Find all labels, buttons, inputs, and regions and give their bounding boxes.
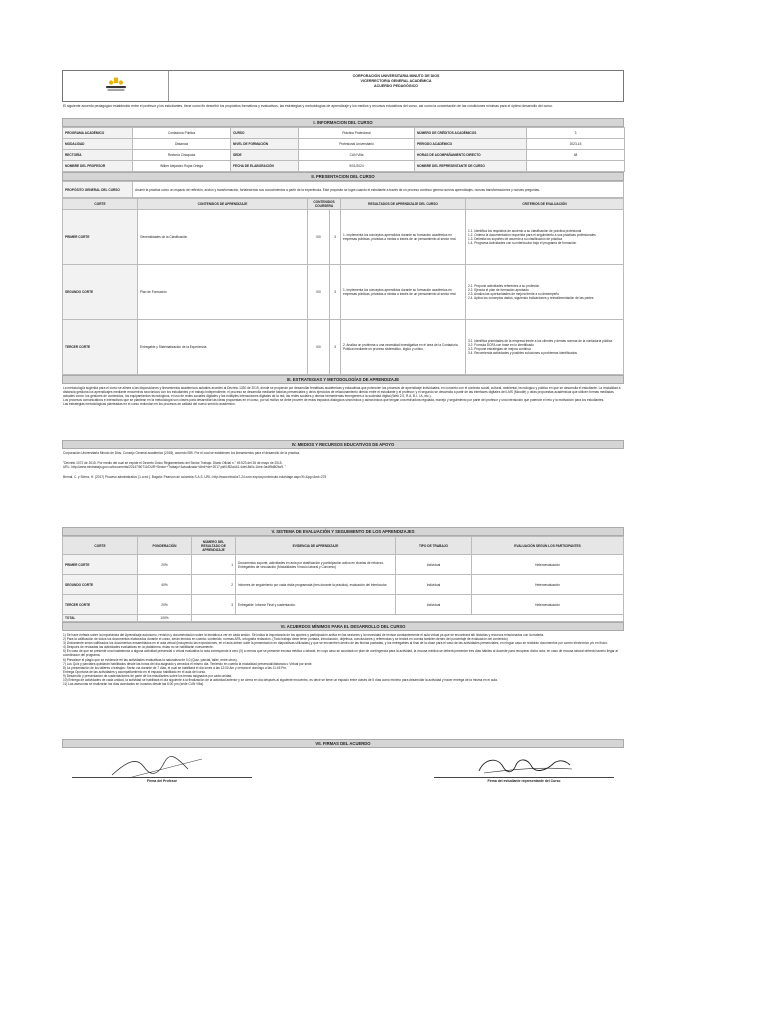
eval-evidence: Entregable: Informe Final y sustentación.	[236, 595, 396, 615]
modality-label: MODALIDAD	[63, 139, 133, 150]
resource-item: Bernal, C. y Sierra, H. (2017) Proceso administrativo (1.a ed.). Bogotá: Pearson de colombia S.A.S. URL: http://www.ebooks7-24.com.ezproxy.uniminuto.edu/stage.aspx?il=&pg=&ed=275	[63, 475, 327, 480]
eval-result-number: 3	[192, 595, 236, 615]
corte-weeks: 0/0	[308, 265, 330, 320]
section-resources-title: IV. MEDIOS Y RECURSOS EDUCATIVOS DE APOYO	[62, 440, 624, 449]
corte-name: SEGUNDO CORTE	[63, 265, 138, 320]
corte-criteria: 2.1. Propone actividades referentes a su profesión 2.2. Ejecuta el plan de formación aprobado 2.3. Analiza las oportunidades de mejora frente a su desempeño 2.4. Aplica los conceptos dados, siguiendo indicaciones y retroalimentación de las partes	[466, 265, 624, 320]
hours-label: HORAS DE ACOMPAÑAMIENTO DIRECTO	[415, 150, 527, 161]
col-corte: CORTE	[63, 199, 138, 210]
period-label: PERIODO ACADÉMICO	[415, 139, 527, 150]
corte-row	[63, 210, 624, 265]
representative-signature-block	[424, 748, 624, 788]
section-evaluation-title: V. SISTEMA DE EVALUACIÓN Y SEGUIMIENTO DE LOS APRENDIZAJES	[62, 527, 624, 536]
professor-label: NOMBRE DEL PROFESOR	[63, 161, 133, 172]
rectory-label: RECTORÍA	[63, 150, 133, 161]
eval-corte: TERCER CORTE	[63, 595, 138, 615]
agreement-document	[62, 70, 624, 788]
agreement-item: Entrega Oportuna de las actividades y acompañamiento en el espacio habilitado en el aula del curso.	[63, 669, 206, 674]
eval-work-type: Individual	[396, 595, 472, 615]
professor-signature-label: Firma del Profesor	[147, 779, 177, 783]
total-label: TOTAL	[63, 615, 138, 622]
campus-value: CUN Villa	[299, 150, 415, 161]
corte-result-number: 3	[330, 210, 341, 265]
col-results: RESULTADOS DE APRENDIZAJE DEL CURSO	[341, 199, 466, 210]
intro-paragraph: El siguiente acuerdo pedagógico establecido entre el profesor y los estudiantes, tiene como fin describir los propósitos formativos y evaluativos, las estrategias y metodologías de aprendizaje y los medios y recursos educativos del curso, así como la concertación de las condiciones mínimas para el óptimo desarrollo del curso.	[63, 104, 553, 108]
eval-weight: 40%	[138, 575, 192, 595]
program-value: Contaduría Pública	[133, 128, 231, 139]
professor-signature-image	[92, 753, 232, 779]
agreement-item: 3) Únicamente serán calificados los documentos ensamblados en el aula virtual (incluyendo las exposiciones, en el aula deben subir la presentación en diapositivas utilizadas) y que se encuentren dentro de las fechas pactadas, y los entregables al final de la clase para el caso de las actividades presenciales, en ningún caso se recibirán documentos por correo electrónico y/o en físico.	[63, 641, 608, 646]
course-info-table	[62, 127, 625, 172]
professor-signature-line	[72, 777, 252, 778]
resource-item: "Decreto 1072 de 2015. Por medio del cual se expide el Decreto Único Reglamentario del Sector Trabajo. Diario Oficial n.° 49.523 del 26 de mayo de 2015. URL: http://www.mintrabajo.gov.co/documents/20147/50711/DUR+Sector+Trabajo+Actualizado+Abril+de+2017.pdf/1f52a441-4def-8d0c-1bee-0a4f9d8f2bc9. "	[63, 461, 286, 470]
corte-weeks: 0/0	[308, 210, 330, 265]
agreement-item: 7) Los Quiz y parciales quedarán habilitados desde las horas del día asignado y cerrados el mismo día. Teniendo en cuenta la modalidad presencial/distancia o Virtual por sede.	[63, 661, 313, 666]
eval-col-result-number: NÚMERO DEL RESULTADO DE APRENDIZAJE	[192, 537, 236, 555]
col-criteria: CRITERIOS DE EVALUACIÓN	[466, 199, 624, 210]
representative-signature-label: Firma del estudiante representante del Curso	[487, 779, 561, 783]
eval-col-participants: EVALUACIÓN SEGÚN LOS PARTICIPANTES	[472, 537, 624, 555]
professor-value: Wilber Alejandro Rojas Ortega	[133, 161, 231, 172]
section-strategies-title: III. ESTRATEGIAS Y METODOLOGÍAS DE APRENDIZAJE	[62, 375, 624, 384]
document-title: ACUERDO PEDAGÓGICO	[374, 84, 418, 88]
agreement-item: 9) Desarrollo y presentación de sustentaciones de parte de los estudiantes sobre los temas asignados por cada unidad.	[63, 673, 233, 678]
eval-col-corte: CORTE	[63, 537, 138, 555]
corte-row	[63, 320, 624, 375]
eval-corte: PRIMER CORTE	[63, 555, 138, 575]
corte-row	[63, 265, 624, 320]
corte-weeks: 0/0	[308, 320, 330, 375]
strategies-text: La metodología sugerida para el curso se alinea a las disposiciones y lineamientos académicos actuales acordes al Decreto 1330 de 2019, donde se propende por desarrollar temáticas académicas y educativas que potencien los procesos de aprendizaje individuales, en concreto con el contexto social, cultural, ambiental, tecnológico y político en que se desarrolla el estudiante. La modalidad a distancia gestiona los aprendizajes mediante encuentros sincrónicos con los estudiantes y el trabajo independiente, el proceso se desarrolla mediante tutorías presenciales y otros ejercicios de relacionamiento directo entre el estudiante y el profesor; y el segundo se desarrolla a partir de las interfaces digitales del LMS (Moodle) y otras propuestas académicas que utilicen formas mediadas actuales como: los gestores de contenidos, los equipamientos tecnológicos, el uso de redes sociales digitales y las múltiples interacciones digitales de la red; las redes sociales y demás herramientas emergentes a la sociedad digital (Web 2.0, R.A, B.I, I.A, etc.). Los procesos comunicativos e interactivos que se plantean en la metodología son claves para desarrollar las ideas propuestas en el curso, por tal motivo se debe proveer de estos espacios dialógicos sincrónicos y asincrónicos que tengan una estructura regulada, manejo y seguimiento por parte del profesor y una interacción que potencie el reto y la motivación para los estudiantes. Las estrategias metodológicas planteadas en el curso redundan en los procesos de calidad del nuevo servicio académico.	[63, 386, 621, 407]
header-titles	[169, 71, 623, 101]
eval-work-type: Individual	[396, 555, 472, 575]
col-contents: CONTENIDOS DE APRENDIZAJE	[138, 199, 308, 210]
resources-list	[62, 449, 624, 527]
agreement-item: 4) Después de revisadas las actividades evaluativas en la plataforma, éstas no se habilitarán nuevamente.	[63, 645, 214, 650]
corte-content: Generalidades de la Clasificación	[138, 210, 308, 265]
agreement-item: 8) La presentación de los talleres o trabajos: Serán vía durante de 7 días, el cual se habilitará el día lunes a las 12:00 Am y cerrará el domingo a las 11:45 Pm.	[63, 665, 287, 670]
cortes-table	[62, 198, 624, 375]
corte-result-number: 3	[330, 320, 341, 375]
corte-result-number: 3	[330, 265, 341, 320]
representative-signature-image	[454, 753, 594, 779]
eval-row	[63, 555, 624, 575]
corte-content: Plan de Formación	[138, 265, 308, 320]
section-info-title: I. INFORMACION DEL CURSO	[62, 118, 624, 127]
eval-participants: Heteroevaluación	[472, 575, 624, 595]
representative-value	[527, 161, 625, 172]
eval-col-evidence: EVIDENCIA DE APRENDIZAJE	[236, 537, 396, 555]
corte-criteria: 1.1. Identifica los requisitos de acuerdo a su clasificación de práctica profesional 1.2. Ordena la documentación requerida para el seguimiento a sus prácticas profesionales 1.3. Delimita los soportes de acuerdo a su clasificación de práctica 1.4. Programa Actividades con su interlocutor bajo el programa de formación	[466, 210, 624, 265]
section-signatures-title: VII. FIRMAS DEL ACUERDO	[62, 739, 624, 748]
institution-logo	[63, 71, 169, 101]
level-label: NIVEL DE FORMACIÓN	[231, 139, 299, 150]
org-name: CORPORACIÓN UNIVERSITARIA MINUTO DE DIOS	[352, 74, 440, 78]
section-agreements-title: VI. ACUERDOS MÍNIMOS PARA EL DESARROLLO DEL CURSO	[62, 622, 624, 631]
representative-signature-line	[434, 777, 614, 778]
eval-weight: 20%	[138, 595, 192, 615]
signatures-area	[62, 748, 624, 788]
date-value: 9/01/2024	[299, 161, 415, 172]
corte-result: 2. Analiza un problema o una necesidad investigativa en el área de la Contaduría Pública mediante un proceso sistemático, lógico y crítico.	[341, 320, 466, 375]
corte-result: 1. Implementa los conceptos aprendidos durante su formación académica en empresas públicas, privadas a mixtas a través de un pensamiento al sector real.	[341, 265, 466, 320]
agreement-item: 11) Las asesorías se realizarán los días acordados en horarios desde las 6:00 pm (sede CUN Villa).	[63, 682, 205, 687]
course-label: CURSO	[231, 128, 299, 139]
eval-total-row	[63, 615, 624, 622]
eval-work-type: Individual	[396, 575, 472, 595]
section-presentation-title: II. PRESENTACION DEL CURSO	[62, 172, 624, 181]
eval-result-number: 1	[192, 555, 236, 575]
eval-row	[63, 575, 624, 595]
date-label: FECHA DE ELABORACIÓN	[231, 161, 299, 172]
campus-label: SEDE	[231, 150, 299, 161]
purpose-text: Asumir la práctica como un espacio de reflexión, acción y transformación, fortaleciendo sus conocimientos a partir de la experiencia. Este propósito se logra cuando el estudiante a través de un proceso continuo genera nuevos aprendizajes, nuevas transformaciones y nuevas preguntas.	[133, 182, 624, 198]
eval-col-weight: PONDERACIÓN	[138, 537, 192, 555]
hours-value: 48	[527, 150, 625, 161]
eval-result-number: 2	[192, 575, 236, 595]
eval-participants: Heteroevaluación	[472, 595, 624, 615]
total-value: 100%	[138, 615, 192, 622]
corte-name: PRIMER CORTE	[63, 210, 138, 265]
eval-weight: 20%	[138, 555, 192, 575]
agreements-list	[62, 631, 624, 739]
eval-evidence: Documentos soporte, actividades en aula por clasificación y participación activa en charlas de refuerzo. Entregables de vinculación (Modalidades Vínculo laboral y Convenio)	[236, 555, 396, 575]
corte-result: 1. Implementa los conceptos aprendidos durante su formación académica en empresas públicas, privadas a mixtas a través de un pensamiento al sector real.	[341, 210, 466, 265]
agreement-item: 5) En caso de que se presente una inasistencia a alguna actividad presencial o virtual evaluativa la nota corresponde a cero (0) a menos que se presente excusa médica o laboral, en cuyo caso se acordará un plan de contingencia para la actividad, la excusa médica se deberá presentar tres días hábiles al docente para recuperar dicha nota, en caso de excusa laboral deberá hacerlo llegar al coordinador del programa.	[63, 649, 618, 658]
agreement-item: 2) Para la calificación de todos los documentos elaborados durante el curso, serán tenidos en cuenta: contenido, normas APA, ortografía redacción. (Todo trabajo debe tener portada, introducción, objetivos, conclusiones y referencias y se tendrá en cuenta también dentro del porcentaje de evaluación del contenido)	[63, 637, 508, 642]
program-label: PROGRAMA ACADÉMICO	[63, 128, 133, 139]
eval-corte: SEGUNDO CORTE	[63, 575, 138, 595]
agreement-item: 1) Se hace énfasis sobre la importancia del Aprendizaje autónomo, revisión y documentación sobre la temática a ver en cada sesión. Se indica la importancia de los aportes y participación activa en las sesiones y la necesidad de revisar constantemente el aula virtual ya que se encontrará allí historias y recursos relacionados con la materia.	[63, 633, 545, 637]
agreement-item: 6) Prevalece el plagio que se evidencie en las actividades evaluativas la naturaleza de 0,0 (Quiz, parcial, taller, entre otros).	[63, 657, 238, 662]
document-header	[62, 70, 624, 102]
modality-value: Distancia	[133, 139, 231, 150]
corte-name: TERCER CORTE	[63, 320, 138, 375]
evaluation-table	[62, 536, 624, 622]
corte-content: Entregable y Sistematización de la Experiencia	[138, 320, 308, 375]
vice-rectory: VICERRECTORIA GENERAL ACADÉMICA	[360, 79, 432, 83]
eval-participants: Heteroevaluación	[472, 555, 624, 575]
corte-criteria: 3.1. Identifica prioridades de la empresa frente a los clientes y demás normas de la contaduría pública 3.2. Formula DOFA con base en lo identificado 3.3. Propone estrategias de mejora continua 3.4. Recomienda actividades y posibles soluciones a problemas identificados	[466, 320, 624, 375]
eval-row	[63, 595, 624, 615]
col-coursera: CONTENIDOS COURSERA	[308, 199, 341, 210]
resource-item: Corporación Universitaria Minuto de Dios, Consejo General académico (2018), acuerdo 089. Por el cual se establecen los lineamientos para el desarrollo de la práctica.	[63, 451, 301, 455]
eval-col-work-type: TIPO DE TRABAJO	[396, 537, 472, 555]
level-value: Profesional Universitario	[299, 139, 415, 150]
credits-value: 3	[527, 128, 625, 139]
eval-evidence: Informes de seguimiento por cada visita programada (tres durante la práctica). evaluación del interlocutor.	[236, 575, 396, 595]
representative-label: NOMBRE DEL REPRESENTANTE DE CURSO	[415, 161, 527, 172]
period-value: 2023-15	[527, 139, 625, 150]
rectory-value: Rectoría Cinoquoia	[133, 150, 231, 161]
presentation-table	[62, 181, 624, 198]
purpose-label: PROPÓSITO GENERAL DEL CURSO	[63, 182, 133, 198]
credits-label: NÚMERO DE CRÉDITOS ACADÉMICOS	[415, 128, 527, 139]
professor-signature-block	[62, 748, 262, 788]
agreement-item: 10) Entrega de actividades de cada unidad, la actividad se habilitará el día siguiente a la finalización de la actividad anterior y se cierra en día después al siguiente encuentro, es decir se tiene un espacio entre clases de 5 días como mínimo para desarrollar la actividad y hacer entrega de la misma en el aula.	[63, 678, 498, 683]
course-value: Práctica Profesional	[299, 128, 415, 139]
